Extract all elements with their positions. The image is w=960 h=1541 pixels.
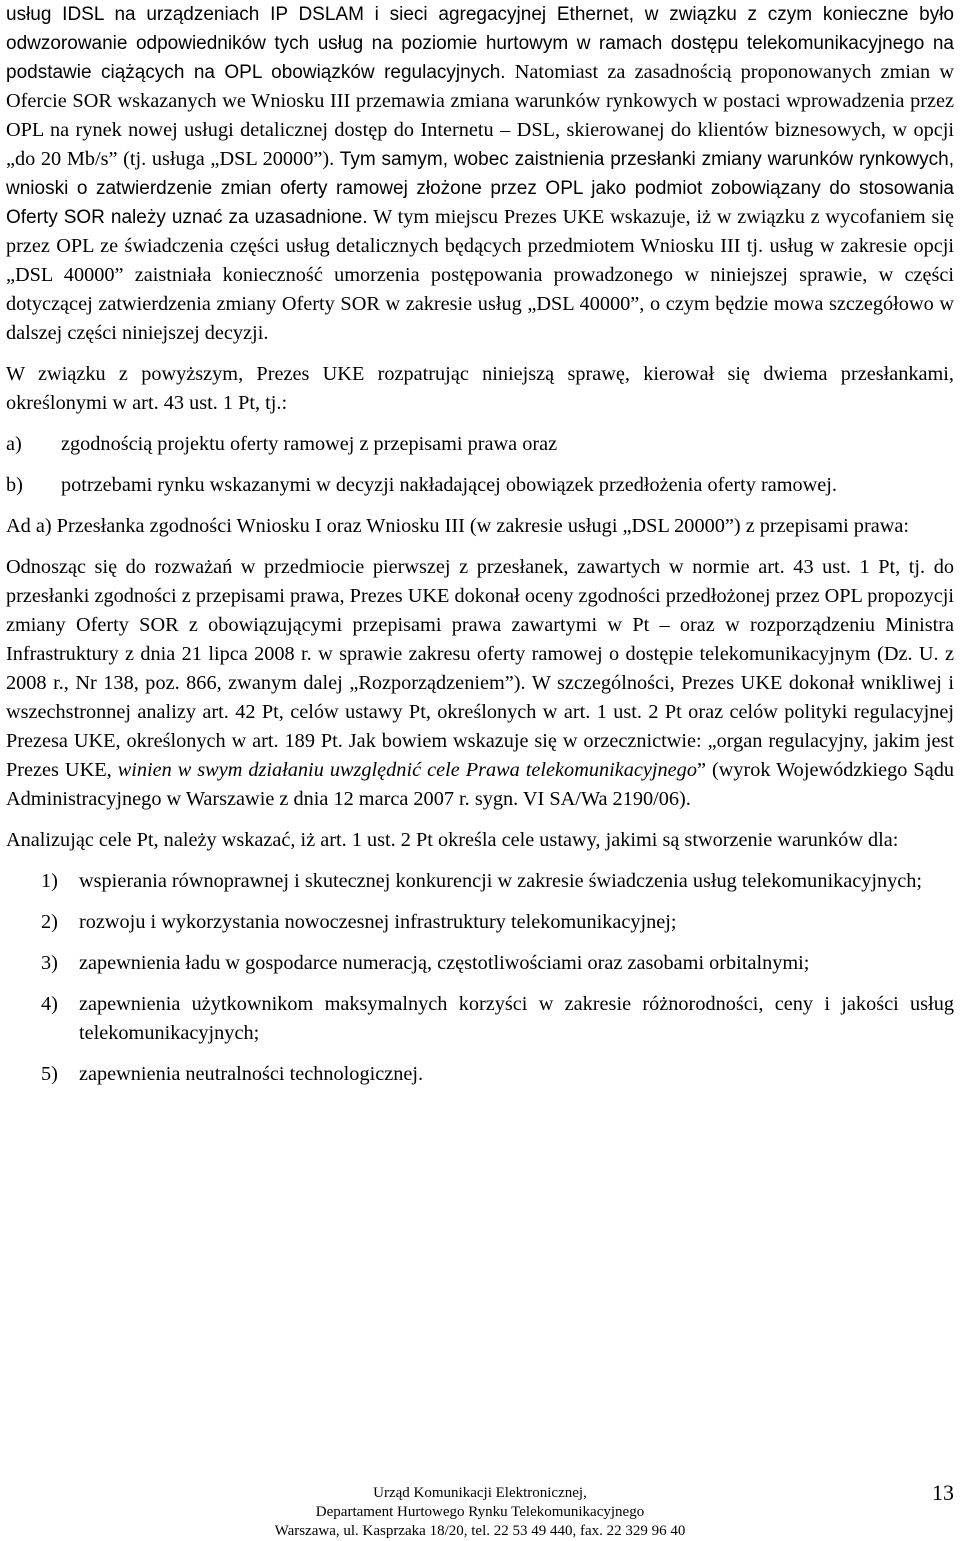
paragraph-5: Analizując cele Pt, należy wskazać, iż art. 1 ust. 2 Pt określa cele ustawy, jakimi są stworzenie warunków dla:: [6, 829, 899, 851]
paragraph-4-quote: winien w swym działaniu uwzględnić cele Prawa telekomunikacyjnego: [117, 759, 697, 781]
list-marker: 4): [41, 993, 58, 1015]
list-text: wspierania równoprawnej i skutecznej konkurencji w zakresie świadczenia usług telekomunikacyjnych;: [79, 870, 923, 892]
list-text: zapewnienia neutralności technologicznej.: [79, 1063, 424, 1085]
list-marker: b): [6, 474, 23, 496]
list-item: [6, 430, 954, 459]
list-item: [6, 1060, 954, 1089]
paragraph-3: Ad a) Przesłanka zgodności Wniosku I oraz Wniosku III (w zakresie usługi „DSL 20000”) z przepisami prawa:: [6, 515, 909, 537]
list-marker: 1): [41, 870, 58, 892]
paragraph-1-part-c: Tym samym, wobec zaistnienia przesłanki zmiany warunków rynkowych, wnioski o zatwierdzenie zmian oferty ramowej złożone przez OPL jako podmiot zobowiązany do stosowania Oferty SOR należy uznać za uzasadnione.: [6, 149, 954, 228]
paragraph-1: [6, 0, 954, 348]
list-marker: a): [6, 433, 22, 455]
alpha-list: [6, 430, 954, 500]
list-item: [6, 990, 954, 1048]
list-item: [6, 908, 954, 937]
list-item: [6, 867, 954, 896]
numbered-list: [6, 867, 954, 1089]
paragraph-4-part-b: ” (wyrok Wojewódzkiego Sądu Administracyjnego w Warszawie z dnia 12 marca 2007 r. sygn. VI SA/Wa 2190/06).: [6, 759, 954, 810]
list-marker: 2): [41, 911, 58, 933]
list-text: rozwoju i wykorzystania nowoczesnej infrastruktury telekomunikacyjnej;: [79, 911, 677, 933]
paragraph-1-part-b: Natomiast za zasadnością proponowanych zmian w Ofercie SOR wskazanych we Wniosku III przemawia zmiana warunków rynkowych w postaci wprowadzenia przez OPL na rynek nowej usługi detalicznej dostęp do Internetu – DSL, skierowanej do klientów biznesowych, w opcji „do 20 Mb/s” (tj. usługa „DSL 20000”).: [6, 61, 954, 170]
paragraph-2: W związku z powyższym, Prezes UKE rozpatrując niniejszą sprawę, kierował się dwiema przesłankami, określonymi w art. 43 ust. 1 Pt, tj.:: [6, 363, 954, 414]
footer-address: [215, 1484, 745, 1541]
list-text: zgodnością projektu oferty ramowej z przepisami prawa oraz: [61, 433, 558, 455]
paragraph-1-part-a: usług IDSL na urządzeniach IP DSLAM i sieci agregacyjnej Ethernet, w związku z czym konieczne było odwzorowanie odpowiedników tych usług na poziomie hurtowym w ramach dostępu telekomunikacyjnego na podstawie ciążących na OPL obowiązków regulacyjnych.: [6, 4, 954, 83]
document-page: [6, 0, 954, 1089]
paragraph-1-part-d: W tym miejscu Prezes UKE wskazuje, iż w związku z wycofaniem się przez OPL ze świadczenia części usług detalicznych będących przedmiotem Wniosku III tj. usług w zakresie opcji „DSL 40000” zaistniała konieczność umorzenia postępowania prowadzonego w niniejszej sprawie, w części dotyczącej zatwierdzenia zmiany Oferty SOR w zakresie usług „DSL 40000”, o czym będzie mowa szczegółowo w dalszej części niniejszej decyzji.: [6, 206, 954, 344]
paragraph-4-part-a: Odnosząc się do rozważań w przedmiocie pierwszej z przesłanek, zawartych w normie art. 43 ust. 1 Pt, tj. do przesłanki zgodności z przepisami prawa, Prezes UKE dokonał oceny zgodności przedłożonej przez OPL propozycji zmiany Oferty SOR z obowiązującymi przepisami prawa zawartymi w Pt – oraz w rozporządzeniu Ministra Infrastruktury z dnia 21 lipca 2008 r. w sprawie zakresu oferty ramowej o dostępie telekomunikacyjnym (Dz. U. z 2008 r., Nr 138, poz. 866, zwanym dalej „Rozporządzeniem”). W szczególności, Prezes UKE dokonał wnikliwej i wszechstronnej analizy art. 42 Pt, celów ustawy Pt, określonych w art. 1 ust. 2 Pt oraz celów polityki regulacyjnej Prezesa UKE, określonych w art. 189 Pt. Jak bowiem wskazuje się w orzecznictwie: „organ regulacyjny, jakim jest Prezes UKE,: [6, 556, 954, 781]
list-marker: 5): [41, 1063, 58, 1085]
paragraph-4: [6, 553, 954, 814]
page-footer: [0, 1470, 960, 1540]
list-text: zapewnienia użytkownikom maksymalnych korzyści w zakresie różnorodności, ceny i jakości usług telekomunikacyjnych;: [79, 993, 954, 1044]
footer-line-2: Departament Hurtowego Rynku Telekomunikacyjnego: [315, 1504, 645, 1520]
list-item: [6, 471, 954, 500]
footer-line-3: Warszawa, ul. Kasprzaka 18/20, tel. 22 53 49 440, fax. 22 329 96 40: [274, 1523, 686, 1539]
list-text: potrzebami rynku wskazanymi w decyzji nakładającej obowiązek przedłożenia oferty ramowej.: [61, 474, 837, 496]
footer-line-1: Urząd Komunikacji Elektronicznej,: [373, 1485, 587, 1501]
page-number: 13: [932, 1480, 954, 1505]
list-text: zapewnienia ładu w gospodarce numeracją, częstotliwościami oraz zasobami orbitalnymi;: [79, 952, 810, 974]
list-marker: 3): [41, 952, 58, 974]
list-item: [6, 949, 954, 978]
